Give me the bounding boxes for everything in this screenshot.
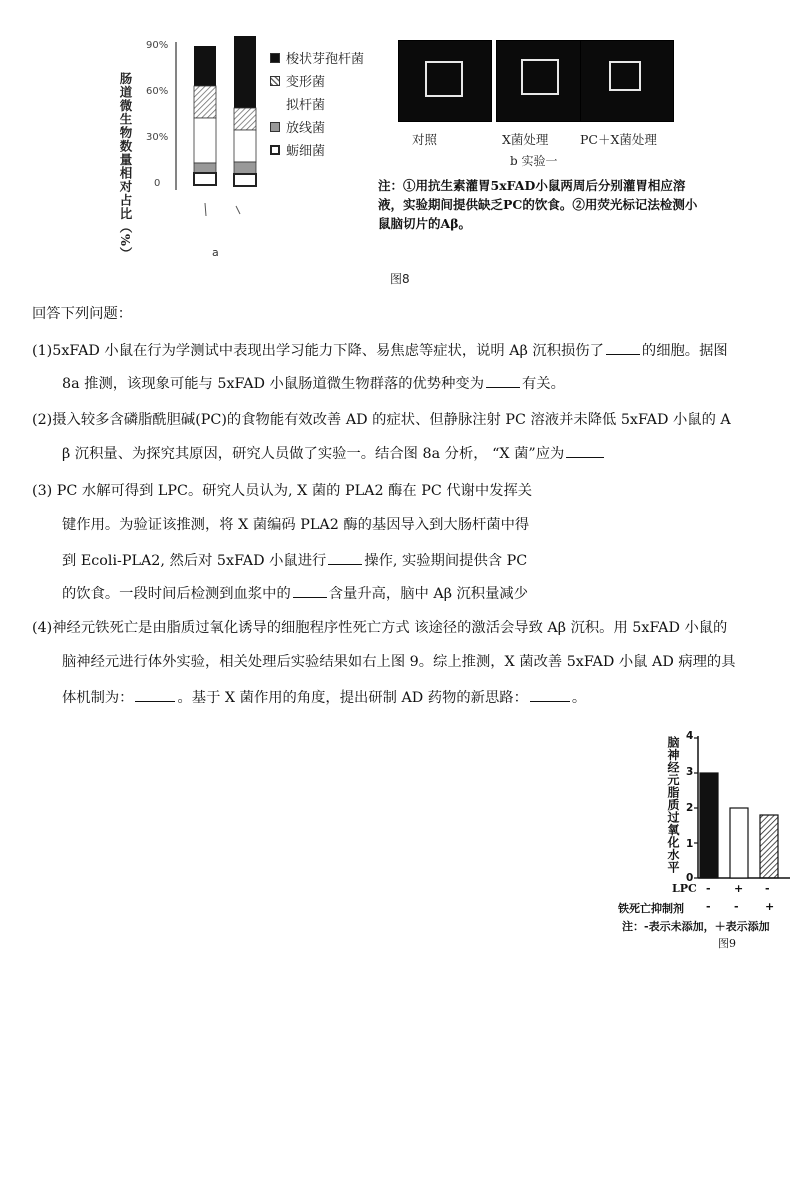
fig8a-tick-60: 60%: [146, 86, 169, 97]
micrograph-roi: [425, 61, 463, 97]
fig9-row-label-inhibitor: 铁死亡抑制剂: [618, 902, 684, 915]
legend-item: [270, 115, 364, 138]
fig9-tick-3: 3: [686, 766, 694, 778]
q1-line2: [62, 373, 565, 394]
micrograph-roi: [521, 59, 559, 95]
legend-label: 梭状芽孢杆菌: [286, 52, 365, 67]
fig8a-y-label: 肠道微生物数量相对占比（%）: [118, 72, 133, 261]
micrograph-roi: [609, 61, 641, 91]
fig9-sign: +: [765, 900, 775, 913]
fig9-bar: [730, 808, 748, 878]
fig9-note: 注：-表示未添加，＋表示添加: [622, 920, 770, 933]
fig9-tick-0: 0: [686, 872, 694, 884]
fig9-sign: -: [706, 882, 711, 895]
q1-blank-1[interactable]: [606, 340, 640, 355]
q3-blank-1[interactable]: [328, 550, 362, 565]
legend-item: [270, 46, 364, 69]
figure-8: [110, 28, 700, 290]
fig8-note: 注：①用抗生素灌胃5xFAD小鼠两周后分别灌胃相应溶液，实验期间提供缺乏PC的饮食。②用荧光标记法检测小鼠脑切片的Aβ。: [378, 178, 698, 231]
q2-line1: (2)摄入较多含磷脂酰胆碱(PC)的食物能有效改善 AD 的症状、但静脉注射 PC 溶液并未降低 5xFAD 小鼠的 A: [32, 412, 731, 428]
fig8a-tick-90: 90%: [146, 40, 169, 51]
q1-text: 8a 推测，该现象可能与 5xFAD 小鼠肠道微生物群落的优势种变为: [62, 376, 484, 392]
fig8b-sublabel: b 实验一: [510, 154, 558, 168]
fig9-row-label-lpc: LPC: [672, 882, 697, 895]
fig9-chart: [612, 728, 800, 888]
fig8a-tick-30: 30%: [146, 132, 169, 143]
legend-swatch: [270, 145, 280, 155]
legend-swatch: [270, 122, 280, 132]
fig8a-bar-5xfad: [234, 36, 256, 186]
fig9-tick-1: 1: [686, 838, 694, 850]
q1-blank-2[interactable]: [486, 373, 520, 388]
micrograph-caption-control: 对照: [412, 132, 438, 147]
q3-line3: [62, 550, 527, 571]
legend-label: 变形菌: [286, 75, 326, 90]
legend-label: 蛎细菌: [286, 144, 326, 159]
q2-text: β 沉积量、为探究其原因，研究人员做了实验一。结合图 8a 分析， “X 菌”应为: [62, 446, 565, 462]
fig9-tick-4: 4: [686, 730, 694, 742]
q3-text: 操作, 实验期间提供含 PC: [364, 553, 528, 569]
legend-label: 拟杆菌: [286, 98, 326, 113]
legend-swatch: [270, 53, 280, 63]
q4-text: 体机制为：: [62, 690, 134, 706]
q2-blank[interactable]: [566, 443, 604, 458]
figure-9: [612, 728, 800, 958]
q4-text: 。基于 X 菌作用的角度，提出研制 AD 药物的新思路：: [177, 690, 528, 706]
q3-line1: (3) PC 水解可得到 LPC。研究人员认为, X 菌的 PLA2 酶在 PC 代谢中发挥关: [32, 483, 533, 499]
micrograph-caption-x: X菌处理: [502, 132, 549, 147]
q4-text: 。: [571, 690, 587, 706]
fig9-title: 图9: [718, 937, 736, 950]
q3-line2: 键作用。为验证该推测，将 X 菌编码 PLA2 酶的基因导入到大肠杆菌中得: [62, 517, 530, 533]
fig8a-tick-0: 0: [154, 178, 161, 189]
q3-blank-2[interactable]: [293, 583, 327, 598]
micrograph-caption-pc-x: PC＋X菌处理: [580, 132, 657, 147]
fig9-y-label: 脑神经元脂质过氧化水平: [666, 736, 680, 874]
q3-text: 的饮食。一段时间后检测到血浆中的: [62, 586, 291, 602]
micrograph-pc-x-treatment: [580, 40, 674, 122]
q3-text: 到 Ecoli-PLA2, 然后对 5xFAD 小鼠进行: [62, 553, 327, 569]
fig8a-sublabel: a: [212, 246, 219, 259]
intro-text: 回答下列问题：: [32, 306, 133, 322]
q2-line2: [62, 443, 606, 464]
fig9-sign: -: [734, 900, 739, 913]
q1-line1: [32, 340, 728, 361]
legend-label: 放线菌: [286, 121, 326, 136]
fig8a-bar-control: [194, 46, 216, 185]
legend-item: [270, 92, 364, 115]
q4-line2: 脑神经元进行体外实验，相关处理后实验结果如右上图 9。综上推测，X 菌改善 5xFAD 小鼠 AD 病理的具: [62, 654, 736, 670]
q3-text: 含量升高，脑中 Aβ 沉积量减少: [328, 586, 528, 602]
q4-line1: (4)神经元铁死亡是由脂质过氧化诱导的细胞程序性死亡方式 该途径的激活会导致 Aβ 沉积。用 5xFAD 小鼠的: [32, 620, 728, 636]
q4-blank-1[interactable]: [135, 687, 175, 702]
q1-text: 的细胞。据图: [641, 343, 728, 359]
fig8a-legend: [270, 46, 364, 161]
fig9-bar: [700, 773, 718, 878]
fig9-sign: -: [765, 882, 770, 895]
q4-line3: [62, 687, 586, 708]
legend-item: [270, 138, 364, 161]
micrograph-x-treatment: [496, 40, 590, 122]
fig9-sign: +: [734, 882, 744, 895]
fig9-bar: [760, 815, 778, 878]
q3-line4: [62, 583, 528, 604]
fig9-tick-2: 2: [686, 802, 694, 814]
fig8-title: 图8: [390, 272, 410, 286]
legend-swatch: [270, 76, 280, 86]
micrograph-control: [398, 40, 492, 122]
legend-item: [270, 69, 364, 92]
q1-text: (1)5xFAD 小鼠在行为学测试中表现出学习能力下降、易焦虑等症状，说明 Aβ 沉积损伤了: [32, 343, 604, 359]
fig9-sign: -: [706, 900, 711, 913]
q1-text: 有关。: [522, 376, 565, 392]
q4-blank-2[interactable]: [530, 687, 570, 702]
